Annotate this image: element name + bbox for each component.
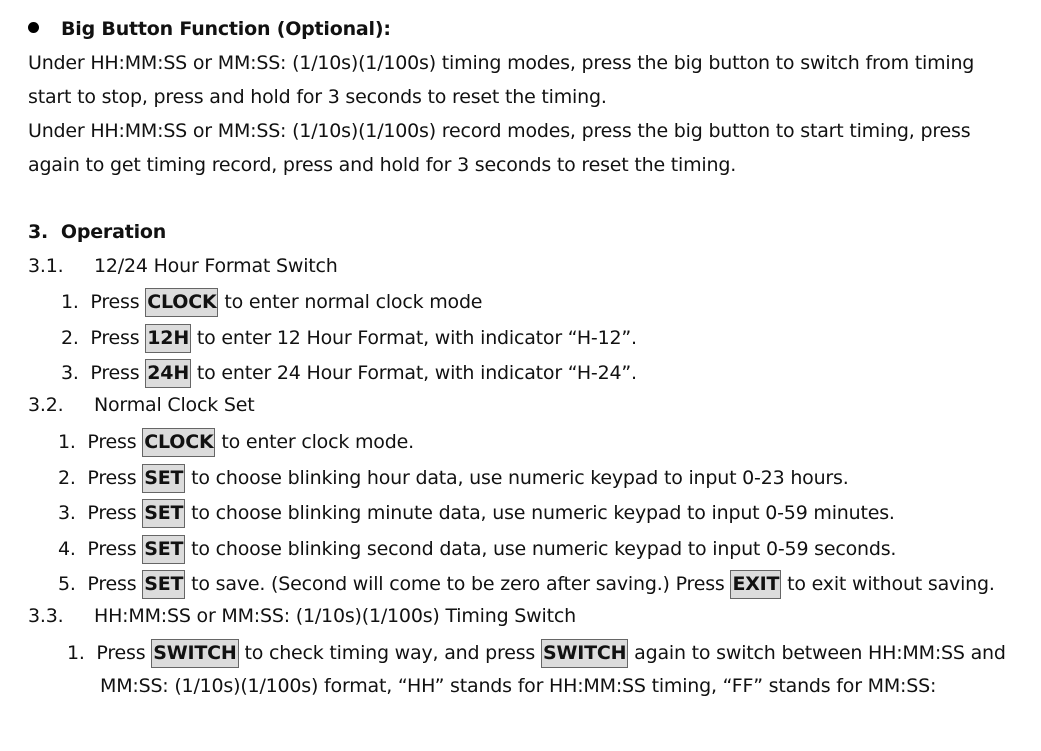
section-3-3-heading: 3.3. HH:MM:SS or MM:SS: (1/10s)(1/100s) Timing Switch	[28, 605, 576, 627]
big-button-heading: Big Button Function (Optional):	[28, 18, 391, 40]
key-label: EXIT	[730, 570, 781, 599]
key-label: 24H	[145, 359, 191, 388]
paragraph-line: Under HH:MM:SS or MM:SS: (1/10s)(1/100s) record modes, press the big button to start timing, press	[28, 120, 971, 142]
list-item: 1. Press CLOCK to enter clock mode.	[58, 428, 414, 457]
operation-heading: 3. Operation	[28, 221, 167, 243]
paragraph-line: Under HH:MM:SS or MM:SS: (1/10s)(1/100s) timing modes, press the big button to switch from timing	[28, 52, 975, 74]
key-label: CLOCK	[142, 428, 215, 457]
paragraph-line: start to stop, press and hold for 3 seconds to reset the timing.	[28, 86, 607, 108]
list-item: 5. Press SET to save. (Second will come to be zero after saving.) Press EXIT to exit without saving.	[58, 570, 995, 599]
list-item-continuation: MM:SS: (1/10s)(1/100s) format, “HH” stands for HH:MM:SS timing, “FF” stands for MM:SS:	[100, 675, 937, 697]
key-label: SET	[142, 464, 185, 493]
section-3-1-heading: 3.1. 12/24 Hour Format Switch	[28, 255, 338, 277]
list-item: 1. Press SWITCH to check timing way, and press SWITCH again to switch between HH:MM:SS and	[67, 639, 1006, 668]
list-item: 3. Press SET to choose blinking minute data, use numeric keypad to input 0-59 minutes.	[58, 499, 895, 528]
list-item: 2. Press SET to choose blinking hour data, use numeric keypad to input 0-23 hours.	[58, 464, 849, 493]
key-label: CLOCK	[145, 288, 218, 317]
key-label: SWITCH	[541, 639, 628, 668]
key-label: SWITCH	[151, 639, 238, 668]
list-item: 4. Press SET to choose blinking second data, use numeric keypad to input 0-59 seconds.	[58, 535, 896, 564]
key-label: SET	[142, 570, 185, 599]
list-item: 2. Press 12H to enter 12 Hour Format, with indicator “H-12”.	[61, 324, 637, 353]
key-label: 12H	[145, 324, 191, 353]
paragraph-line: again to get timing record, press and hold for 3 seconds to reset the timing.	[28, 154, 737, 176]
list-item: 1. Press CLOCK to enter normal clock mode	[61, 288, 482, 317]
list-item: 3. Press 24H to enter 24 Hour Format, with indicator “H-24”.	[61, 359, 637, 388]
key-label: SET	[142, 535, 185, 564]
key-label: SET	[142, 499, 185, 528]
bullet-icon	[28, 22, 39, 33]
section-3-2-heading: 3.2. Normal Clock Set	[28, 394, 255, 416]
